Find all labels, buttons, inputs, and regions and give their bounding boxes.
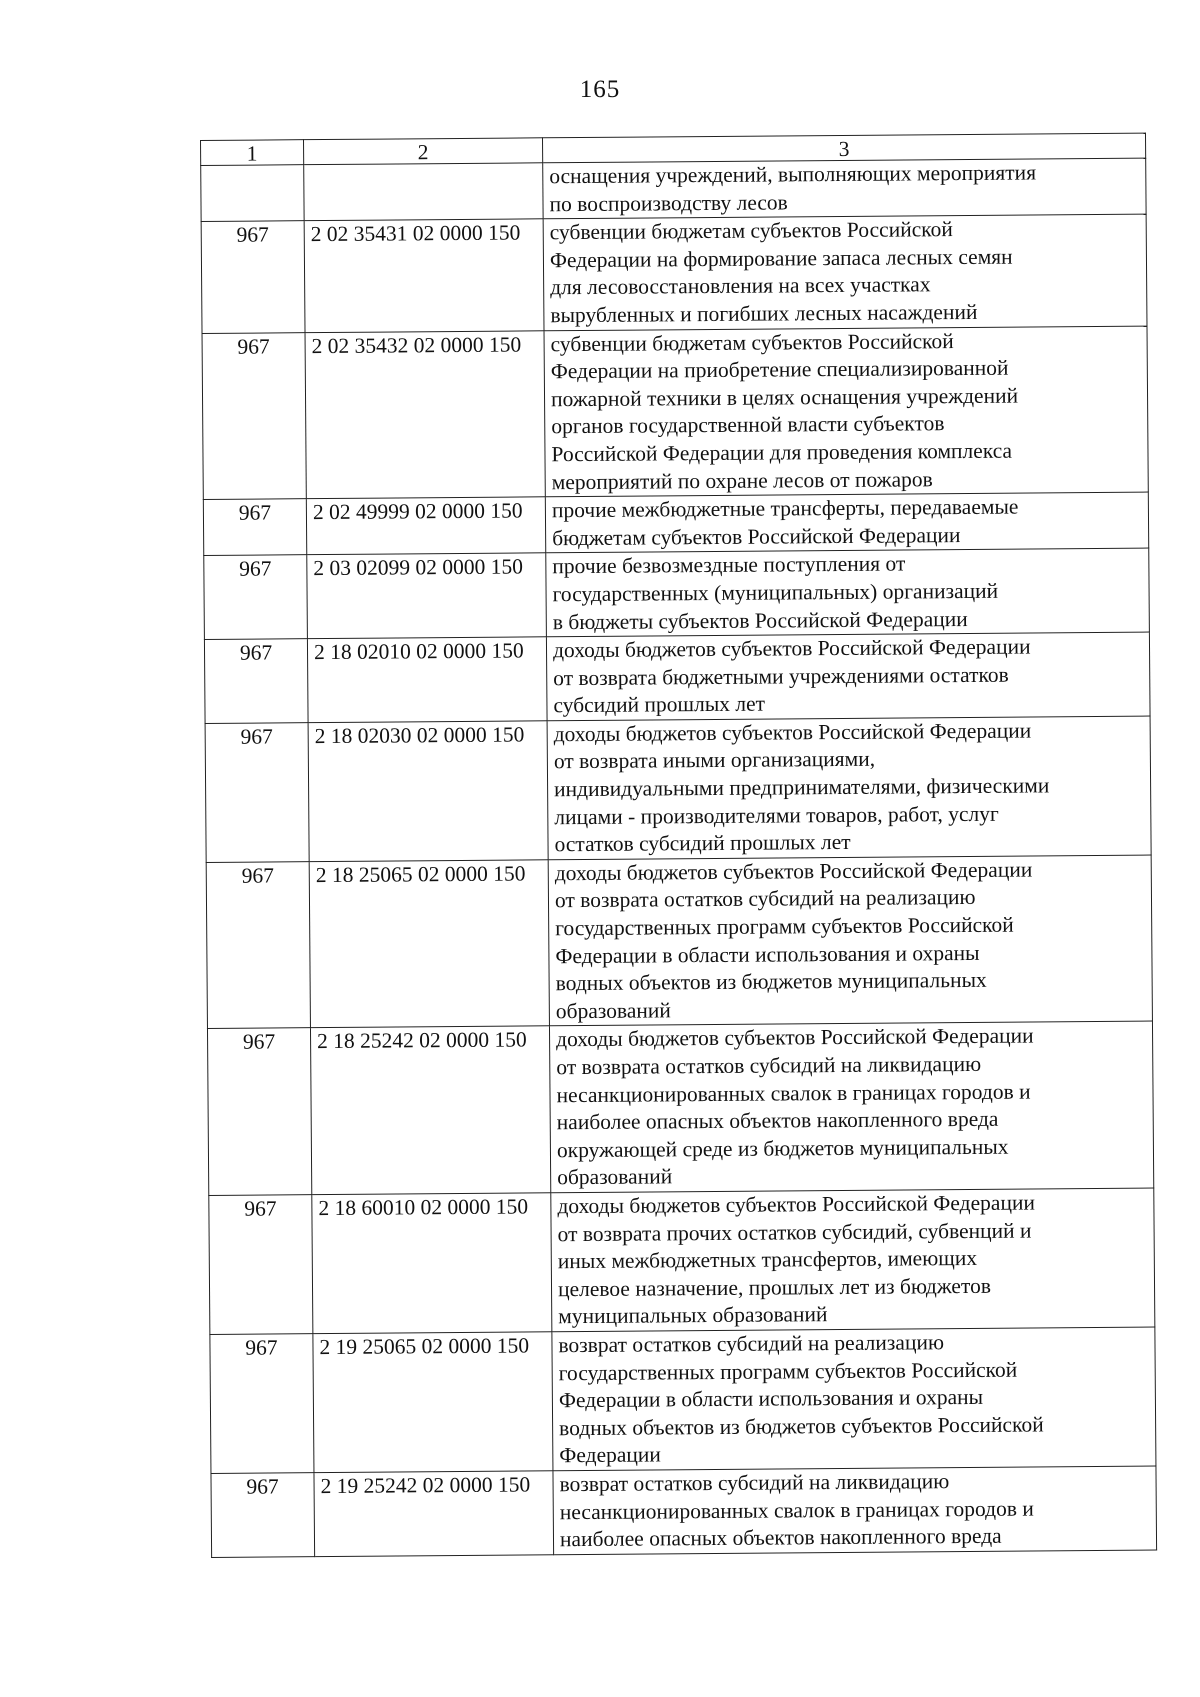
- budget-classification-code-cell: 2 03 02099 02 0000 150: [307, 553, 547, 639]
- description-line: целевое назначение, прошлых лет из бюджетов: [557, 1273, 992, 1301]
- table-row: [204, 548, 1150, 639]
- description-line: от возврата бюджетными учреждениями остатков: [553, 662, 1009, 690]
- admin-code-cell: [201, 165, 304, 222]
- description-line: наиболее опасных объектов накопленного вреда: [556, 1106, 999, 1135]
- table-row: [207, 1021, 1153, 1195]
- description-line: возврат остатков субсидий на ликвидацию: [559, 1469, 950, 1497]
- budget-classification-code-cell: [304, 163, 543, 221]
- description-line: пожарной техники в целях оснащения учреждений: [550, 383, 1019, 412]
- description-line: Федерации на приобретение специализированной: [550, 355, 1009, 384]
- table-body: [201, 158, 1157, 1557]
- admin-code-cell: 967: [211, 1473, 315, 1558]
- description-line: субвенции бюджетам субъектов Российской: [549, 217, 953, 245]
- description-line: остатков субсидий прошлых лет: [554, 830, 851, 857]
- budget-classification-code-cell: 2 19 25065 02 0000 150: [313, 1332, 553, 1473]
- description-line: возврат остатков субсидий на реализацию: [558, 1330, 945, 1358]
- budget-classification-code-cell: 2 18 25242 02 0000 150: [310, 1026, 550, 1194]
- income-description-cell: [546, 548, 1150, 637]
- budget-classification-code-cell: 2 02 49999 02 0000 150: [306, 497, 545, 555]
- income-description-cell: [545, 492, 1148, 553]
- description-line: бюджетам субъектов Российской Федерации: [552, 522, 961, 550]
- admin-code-cell: 967: [205, 723, 309, 863]
- page-number: 165: [579, 76, 621, 103]
- table-row: [205, 716, 1151, 862]
- income-description-cell: [551, 1188, 1155, 1332]
- admin-code-cell: 967: [209, 1195, 313, 1335]
- description-line: несанкционированных свалок в границах городов и: [559, 1495, 1034, 1524]
- admin-code-cell: 967: [207, 1028, 311, 1195]
- admin-code-cell: 967: [206, 862, 310, 1029]
- admin-code-cell: 967: [204, 639, 308, 724]
- budget-classification-code-cell: 2 18 02030 02 0000 150: [308, 721, 548, 862]
- description-line: оснащения учреждений, выполняющих мероприятия: [549, 160, 1037, 189]
- table-row: [201, 214, 1147, 333]
- table-row: [206, 855, 1152, 1029]
- description-line: от возврата иными организациями,: [553, 747, 876, 774]
- description-line: субсидий прошлых лет: [553, 691, 766, 718]
- table-row: [210, 1327, 1156, 1473]
- description-line: лицами - производителями товаров, работ, услуг: [554, 801, 999, 829]
- description-line: доходы бюджетов субъектов Российской Федерации: [557, 1190, 1036, 1219]
- income-description-cell: [548, 855, 1152, 1026]
- description-line: доходы бюджетов субъектов Российской Федерации: [552, 634, 1031, 663]
- description-line: вырубленных и погибших лесных насаждений: [550, 299, 978, 328]
- description-line: Федерации в области использования и охраны: [555, 940, 980, 968]
- column-header-1: 1: [201, 140, 304, 166]
- description-line: по воспроизводству лесов: [549, 189, 788, 216]
- description-line: прочие межбюджетные трансферты, передаваемые: [551, 494, 1019, 523]
- income-description-cell: [543, 158, 1146, 219]
- income-description-cell: [547, 716, 1151, 860]
- table-row: [203, 492, 1148, 556]
- description-line: мероприятий по охране лесов от пожаров: [551, 466, 933, 494]
- table-row: [209, 1188, 1155, 1334]
- description-line: доходы бюджетов субъектов Российской Федерации: [555, 1023, 1034, 1052]
- description-line: муниципальных образований: [558, 1302, 828, 1329]
- description-line: водных объектов из бюджетов субъектов Российской: [559, 1412, 1044, 1440]
- budget-classification-code-cell: 2 19 25242 02 0000 150: [314, 1471, 554, 1557]
- income-description-cell: [546, 632, 1150, 721]
- description-line: доходы бюджетов субъектов Российской Федерации: [553, 718, 1032, 747]
- table-row: [202, 326, 1148, 500]
- budget-classification-code-cell: 2 02 35432 02 0000 150: [305, 330, 545, 498]
- description-line: органов государственной власти субъектов: [551, 411, 945, 439]
- description-line: от возврата остатков субсидий на ликвидацию: [556, 1051, 982, 1080]
- income-description-cell: [544, 326, 1148, 497]
- income-description-cell: [552, 1327, 1156, 1471]
- description-line: от возврата остатков субсидий на реализацию: [554, 885, 976, 913]
- description-line: Федерации на формирование запаса лесных семян: [549, 244, 1013, 273]
- description-line: для лесовосстановления на всех участках: [550, 272, 931, 300]
- admin-code-cell: 967: [202, 332, 306, 499]
- description-line: государственных (муниципальных) организаций: [552, 578, 999, 607]
- admin-code-cell: 967: [203, 499, 306, 556]
- description-line: образований: [555, 998, 671, 1024]
- description-line: от возврата прочих остатков субсидий, субвенций и: [557, 1218, 1032, 1246]
- column-header-3: 3: [542, 133, 1145, 163]
- description-line: государственных программ субъектов Российской: [558, 1357, 1018, 1385]
- description-line: наиболее опасных объектов накопленного вреда: [559, 1523, 1002, 1552]
- description-line: доходы бюджетов субъектов Российской Федерации: [554, 857, 1033, 886]
- income-description-cell: [543, 214, 1147, 330]
- description-line: государственных программ субъектов Российской: [555, 912, 1014, 941]
- description-line: водных объектов из бюджетов муниципальных: [555, 968, 987, 996]
- description-line: в бюджеты субъектов Российской Федерации: [552, 606, 968, 634]
- description-line: Федерации: [559, 1442, 661, 1468]
- table-row: [204, 632, 1150, 723]
- description-line: субвенции бюджетам субъектов Российской: [550, 328, 954, 356]
- table-row: [201, 158, 1146, 222]
- description-line: Российской Федерации для проведения комплекса: [551, 438, 1013, 467]
- income-description-cell: [549, 1021, 1153, 1192]
- income-description-cell: [553, 1466, 1157, 1555]
- budget-classification-code-cell: 2 18 02010 02 0000 150: [307, 637, 547, 723]
- admin-code-cell: 967: [210, 1334, 314, 1474]
- column-header-2: 2: [304, 138, 543, 165]
- description-line: Федерации в области использования и охраны: [558, 1385, 984, 1413]
- budget-codes-table: [200, 133, 1157, 1558]
- admin-code-cell: 967: [204, 555, 308, 640]
- description-line: иных межбюджетных трансфертов, имеющих: [557, 1246, 978, 1274]
- description-line: прочие безвозмездные поступления от: [552, 551, 906, 579]
- budget-classification-code-cell: 2 18 25065 02 0000 150: [309, 860, 549, 1028]
- admin-code-cell: 967: [201, 221, 305, 333]
- budget-classification-code-cell: 2 02 35431 02 0000 150: [304, 219, 544, 332]
- budget-classification-code-cell: 2 18 60010 02 0000 150: [312, 1193, 552, 1334]
- description-line: индивидуальными предпринимателями, физическими: [554, 773, 1050, 802]
- description-line: образований: [557, 1164, 673, 1190]
- description-line: несанкционированных свалок в границах городов и: [556, 1079, 1031, 1107]
- table-row: [211, 1466, 1157, 1557]
- description-line: окружающей среде из бюджетов муниципальных: [556, 1134, 1009, 1163]
